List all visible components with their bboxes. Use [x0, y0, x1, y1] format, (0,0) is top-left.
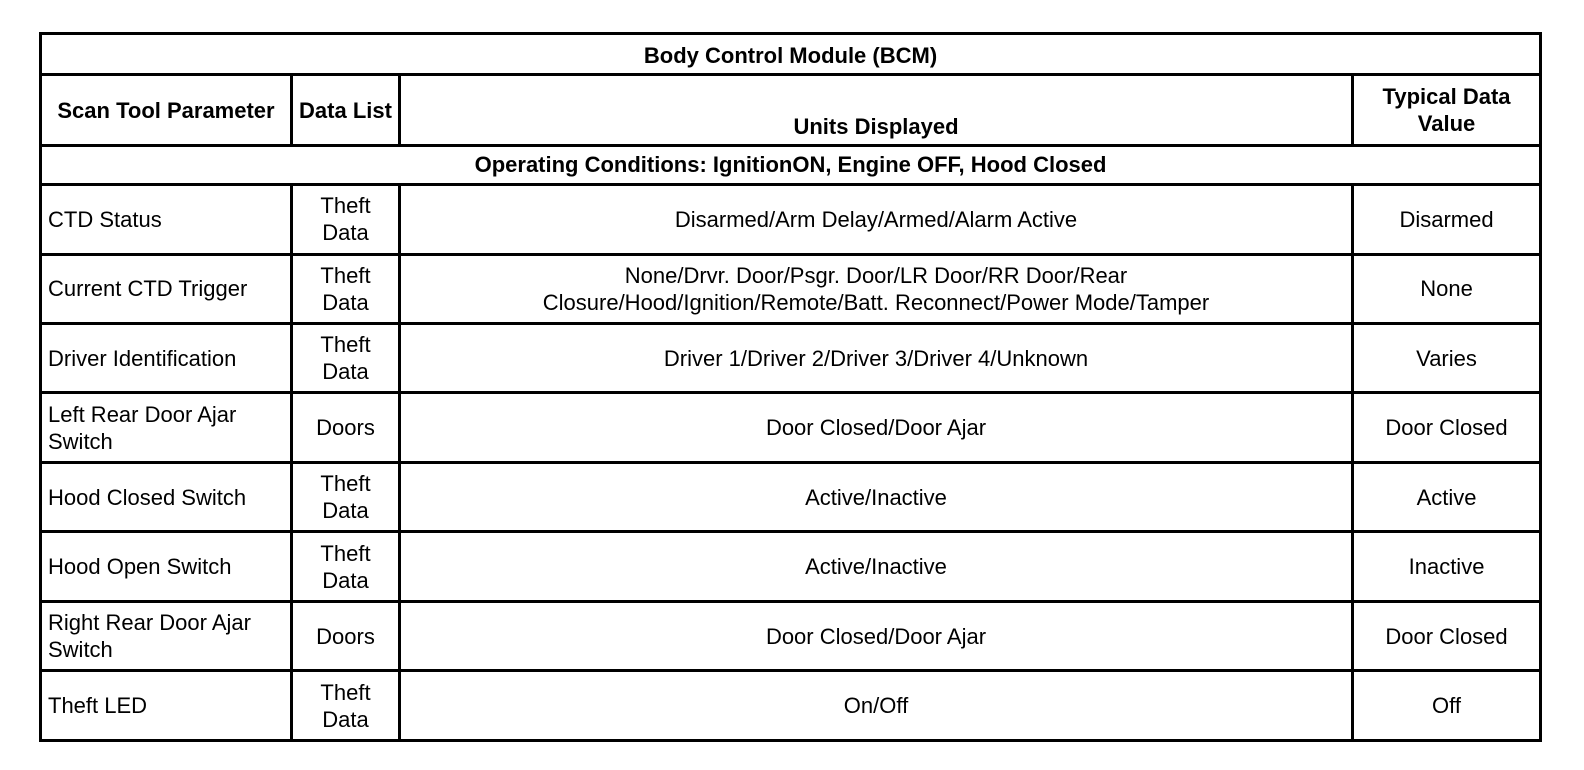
parameter-cell: Left Rear Door Ajar Switch — [41, 393, 292, 462]
typical-value-cell: None — [1353, 254, 1541, 323]
typical-value-cell: Off — [1353, 671, 1541, 741]
parameter-cell: Driver Identification — [41, 324, 292, 393]
table-row — [41, 532, 1541, 601]
parameter-cell: Current CTD Trigger — [41, 254, 292, 323]
data-list-cell: Theft Data — [292, 254, 400, 323]
header-data-list: Data List — [292, 75, 400, 145]
parameter-cell: Theft LED — [41, 671, 292, 741]
table-row — [41, 185, 1541, 254]
table-title-row — [41, 34, 1541, 75]
typical-value-cell: Active — [1353, 462, 1541, 531]
data-list-cell: Doors — [292, 601, 400, 670]
table-title: Body Control Module (BCM) — [41, 34, 1541, 75]
data-list-cell: Theft Data — [292, 671, 400, 741]
units-cell: Door Closed/Door Ajar — [400, 601, 1353, 670]
typical-value-cell: Door Closed — [1353, 601, 1541, 670]
typical-value-cell: Disarmed — [1353, 185, 1541, 254]
units-cell: Disarmed/Arm Delay/Armed/Alarm Active — [400, 185, 1353, 254]
table-row — [41, 324, 1541, 393]
parameter-cell: Hood Closed Switch — [41, 462, 292, 531]
bcm-data-table — [39, 32, 1542, 742]
units-cell: Active/Inactive — [400, 462, 1353, 531]
units-cell: Driver 1/Driver 2/Driver 3/Driver 4/Unknown — [400, 324, 1353, 393]
operating-conditions-row — [41, 145, 1541, 184]
typical-value-cell: Varies — [1353, 324, 1541, 393]
table-row — [41, 462, 1541, 531]
units-cell: On/Off — [400, 671, 1353, 741]
units-cell: Door Closed/Door Ajar — [400, 393, 1353, 462]
data-list-cell: Doors — [292, 393, 400, 462]
header-scan-tool-parameter: Scan Tool Parameter — [41, 75, 292, 145]
data-list-cell: Theft Data — [292, 324, 400, 393]
data-list-cell: Theft Data — [292, 185, 400, 254]
table-row — [41, 671, 1541, 741]
header-typical-data-value: Typical Data Value — [1353, 75, 1541, 145]
typical-value-cell: Door Closed — [1353, 393, 1541, 462]
header-units-displayed: Units Displayed — [400, 75, 1353, 145]
operating-conditions: Operating Conditions: IgnitionON, Engine OFF, Hood Closed — [41, 145, 1541, 184]
column-header-row — [41, 75, 1541, 145]
units-cell: Active/Inactive — [400, 532, 1353, 601]
units-cell: None/Drvr. Door/Psgr. Door/LR Door/RR Door/Rear Closure/Hood/Ignition/Remote/Batt. Reconnect/Power Mode/Tamper — [400, 254, 1353, 323]
parameter-cell: Right Rear Door Ajar Switch — [41, 601, 292, 670]
typical-value-cell: Inactive — [1353, 532, 1541, 601]
table-row — [41, 601, 1541, 670]
data-list-cell: Theft Data — [292, 532, 400, 601]
parameter-cell: CTD Status — [41, 185, 292, 254]
data-list-cell: Theft Data — [292, 462, 400, 531]
table-row — [41, 393, 1541, 462]
table-row — [41, 254, 1541, 323]
parameter-cell: Hood Open Switch — [41, 532, 292, 601]
